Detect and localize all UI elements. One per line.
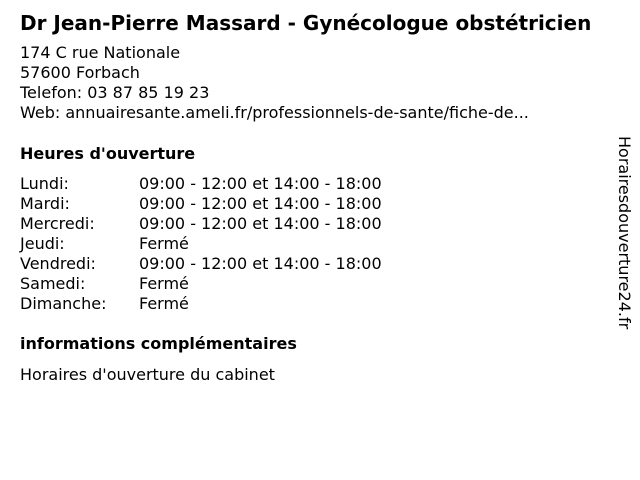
opening-times: Fermé — [139, 234, 189, 253]
hours-row-friday — [20, 254, 440, 274]
opening-times: Fermé — [139, 274, 189, 293]
phone-number: Telefon: 03 87 85 19 23 — [20, 83, 210, 102]
watermark-text: Horairesdouverture24.fr — [615, 136, 634, 330]
day-label: Jeudi: — [20, 234, 65, 253]
day-label: Vendredi: — [20, 254, 96, 273]
hours-row-tuesday — [20, 194, 440, 214]
hours-row-thursday — [20, 234, 440, 254]
city-postcode: 57600 Forbach — [20, 63, 140, 82]
watermark — [612, 136, 636, 346]
hours-row-sunday — [20, 294, 440, 314]
hours-row-wednesday — [20, 214, 440, 234]
hours-heading: Heures d'ouverture — [20, 144, 196, 163]
street-address: 174 C rue Nationale — [20, 43, 181, 62]
opening-times: 09:00 - 12:00 et 14:00 - 18:00 — [139, 194, 382, 213]
info-heading: informations complémentaires — [20, 334, 297, 353]
hours-table — [20, 174, 440, 314]
opening-times: 09:00 - 12:00 et 14:00 - 18:00 — [139, 254, 382, 273]
day-label: Mardi: — [20, 194, 70, 213]
hours-row-monday — [20, 174, 440, 194]
hours-row-saturday — [20, 274, 440, 294]
day-label: Samedi: — [20, 274, 86, 293]
info-text: Horaires d'ouverture du cabinet — [20, 365, 275, 384]
day-label: Lundi: — [20, 174, 69, 193]
opening-times: 09:00 - 12:00 et 14:00 - 18:00 — [139, 214, 382, 233]
address-block — [20, 43, 529, 123]
day-label: Mercredi: — [20, 214, 95, 233]
page-title: Dr Jean-Pierre Massard - Gynécologue obstétricien — [20, 11, 592, 35]
website-link: Web: annuairesante.ameli.fr/professionnels-de-sante/fiche-de... — [20, 103, 529, 122]
day-label: Dimanche: — [20, 294, 107, 313]
opening-times: Fermé — [139, 294, 189, 313]
opening-times: 09:00 - 12:00 et 14:00 - 18:00 — [139, 174, 382, 193]
